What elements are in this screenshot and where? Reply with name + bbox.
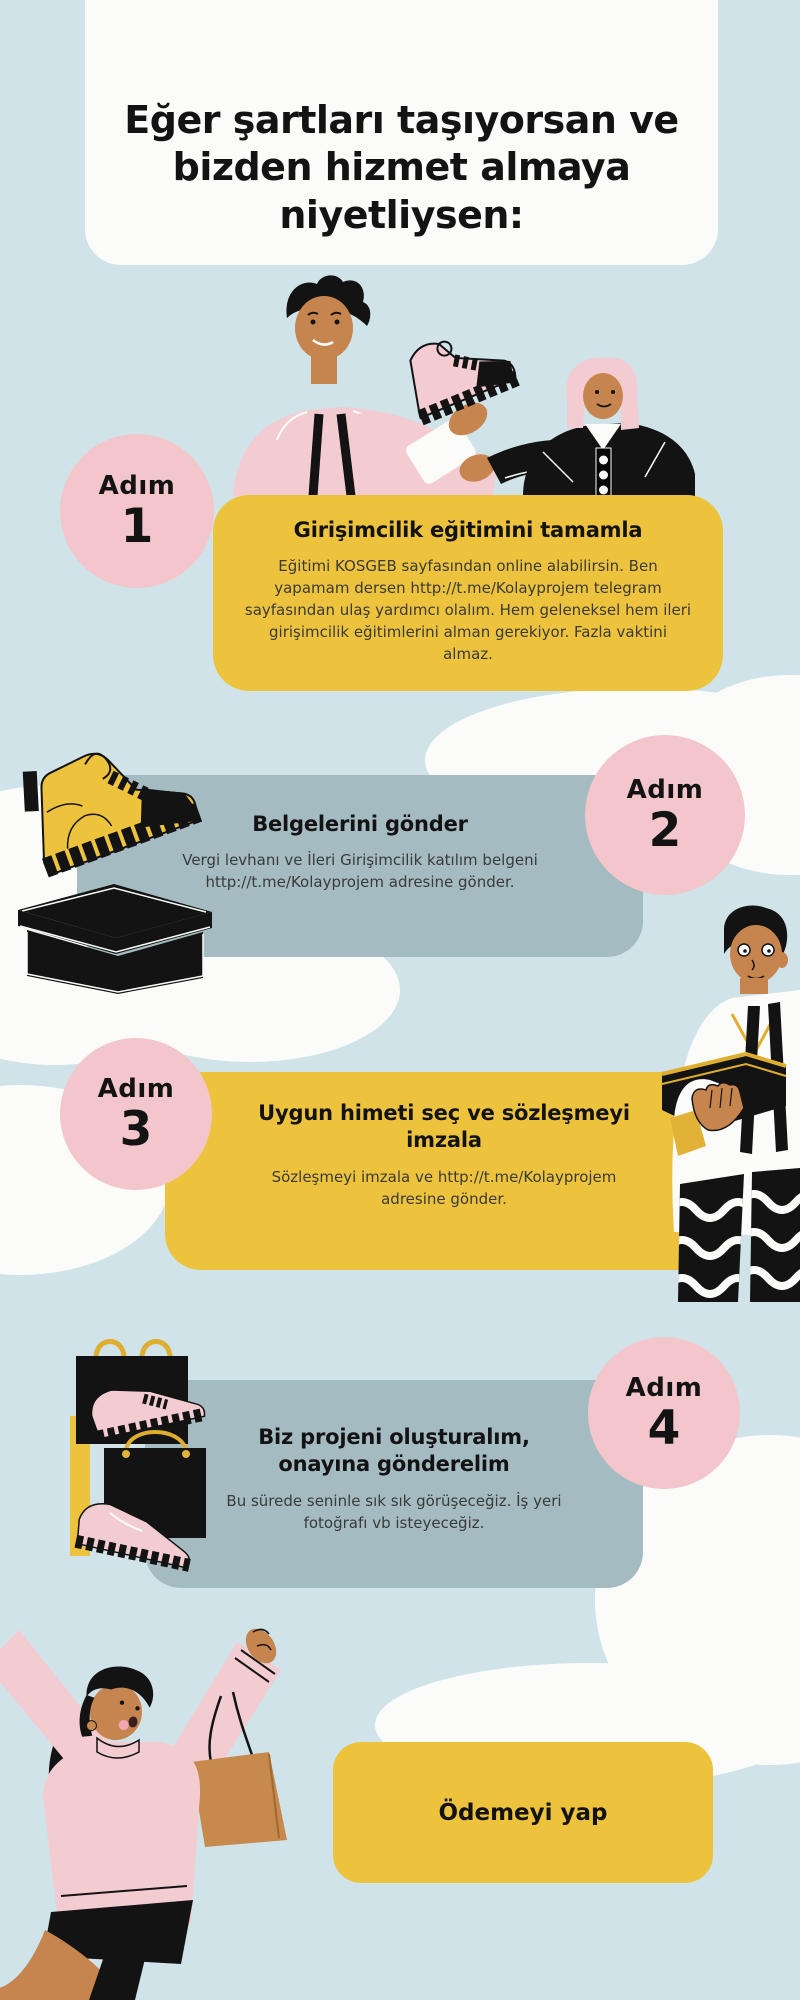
step2-body: Vergi levhanı ve İleri Girişimcilik katılım belgeni http://t.me/Kolayprojem adresine gönder. xyxy=(182,851,538,892)
pink-shoe xyxy=(402,323,523,418)
shopping-bags-illustration xyxy=(58,1328,253,1593)
step1-body: Eğitimi KOSGEB sayfasından online alabilirsin. Ben yapamam dersen http://t.me/Kolayprojem telegram sayfasından ulaş yardımcı olalım. Hem geleneksel hem ileri girişimcilik eğitimlerini alman gerekiyor. Fazla vaktini almaz. xyxy=(244,557,692,664)
step4-badge xyxy=(588,1337,740,1489)
black-shoebox xyxy=(18,884,212,994)
step3-badge xyxy=(60,1038,212,1190)
title-card xyxy=(85,0,718,265)
step3-heading: Uygun himeti seç ve sözleşmeyi imzala xyxy=(258,1101,630,1153)
step2-label: Adım xyxy=(626,774,704,805)
page-title: Eğer şartları taşıyorsan ve bizden hizmet almaya niyetliysen: xyxy=(124,97,679,237)
step3-body: Sözleşmeyi imzala ve http://t.me/Kolayprojem adresine gönder. xyxy=(271,1167,617,1208)
step1-number: 1 xyxy=(120,498,154,554)
step1-heading: Girişimcilik eğitimini tamamla xyxy=(293,518,643,542)
step4-number: 4 xyxy=(647,1400,681,1456)
pay-button-label: Ödemeyi yap xyxy=(438,1799,608,1826)
step3-label: Adım xyxy=(97,1073,175,1104)
people-handing-shoe-illustration xyxy=(225,272,695,496)
step1-badge xyxy=(60,434,214,588)
shopping-bag xyxy=(191,1752,287,1847)
step1-card xyxy=(213,495,723,691)
yellow-boot xyxy=(16,738,206,877)
man-holding-box-illustration xyxy=(628,902,800,1302)
pay-button[interactable] xyxy=(333,1742,713,1883)
step2-badge xyxy=(585,735,745,895)
boot-and-shoebox-illustration xyxy=(0,738,235,996)
step4-body: Bu sürede seninle sık sık görüşeceğiz. İş yeri fotoğrafı vb isteyeceğiz. xyxy=(226,1491,562,1532)
step1-label: Adım xyxy=(98,470,176,501)
shopping-woman-illustration xyxy=(0,1612,320,2000)
step2-heading: Belgelerini gönder xyxy=(252,812,468,836)
step3-number: 3 xyxy=(119,1101,153,1157)
step2-number: 2 xyxy=(648,802,682,858)
woman2-head xyxy=(78,1663,156,1744)
step4-heading: Biz projeni oluşturalım, onayına gönderelim xyxy=(258,1425,530,1477)
step4-label: Adım xyxy=(625,1372,703,1403)
